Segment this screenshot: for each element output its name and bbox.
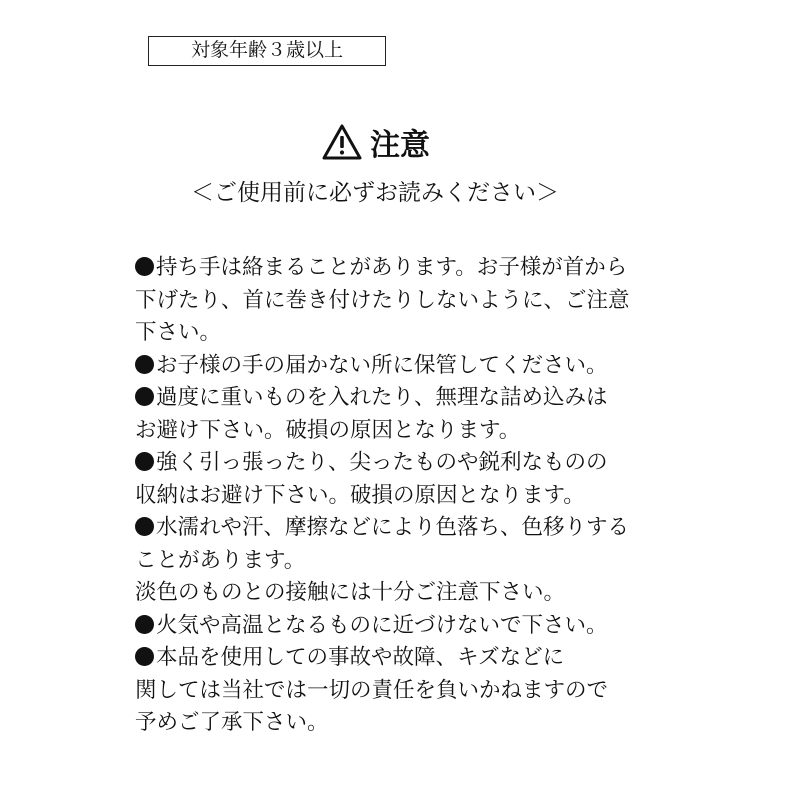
note-text: 予めご了承下さい。: [135, 710, 329, 735]
note-line: [135, 675, 655, 708]
note-line: [135, 642, 655, 675]
bullet-icon: [135, 615, 154, 634]
warning-triangle-icon: [322, 124, 362, 160]
bullet-icon: [135, 517, 154, 536]
note-text: 下げたり、首に巻き付けたりしないように、ご注意: [135, 287, 630, 313]
note-line: [135, 707, 655, 740]
note-line: [135, 610, 655, 643]
note-text: 収納はお避け下さい。破損の原因となります。: [135, 482, 585, 508]
note-text: 強く引っ張ったり、尖ったものや鋭利なものの: [156, 450, 608, 475]
note-line: [135, 382, 655, 415]
note-line: [135, 317, 655, 350]
note-line: [135, 415, 655, 448]
note-text: 関しては当社では一切の責任を負いかねますので: [135, 677, 609, 703]
note-text: お避け下さい。破損の原因となります。: [135, 417, 521, 443]
note-line: [135, 512, 655, 545]
bullet-icon: [135, 452, 154, 471]
note-line: [135, 480, 655, 513]
note-text: 本品を使用しての事故や故障、キズなどに: [156, 645, 565, 670]
note-line: [135, 577, 655, 610]
bullet-icon: [135, 647, 154, 666]
note-text: 水濡れや汗、摩擦などにより色落ち、色移りする: [156, 515, 630, 540]
bullet-icon: [135, 257, 154, 276]
note-line: [135, 350, 655, 383]
note-text: 下さい。: [135, 320, 222, 345]
bullet-icon: [135, 355, 154, 374]
note-text: ことがあります。: [135, 547, 306, 573]
note-line: [135, 252, 655, 285]
note-text: 過度に重いものを入れたり、無理な詰め込みは: [156, 385, 608, 410]
warning-subtitle: ＜ご使用前に必ずお読みください＞: [191, 180, 559, 206]
note-text: 火気や高温となるものに近づけないで下さい。: [156, 612, 608, 638]
age-label: 対象年齢３歳以上: [190, 39, 343, 61]
warning-heading: [322, 122, 430, 162]
caution-notes: [135, 252, 655, 740]
note-text: 持ち手は絡まることがあります。お子様が首から: [156, 255, 628, 280]
note-line: [135, 285, 655, 318]
note-text: 淡色のものとの接触には十分ご注意下さい。: [135, 580, 566, 605]
note-line: [135, 545, 655, 578]
note-line: [135, 447, 655, 480]
age-label-box: [148, 36, 386, 66]
bullet-icon: [135, 387, 154, 406]
warning-title: 注意: [370, 128, 430, 163]
note-text: お子様の手の届かない所に保管してください。: [156, 352, 608, 378]
